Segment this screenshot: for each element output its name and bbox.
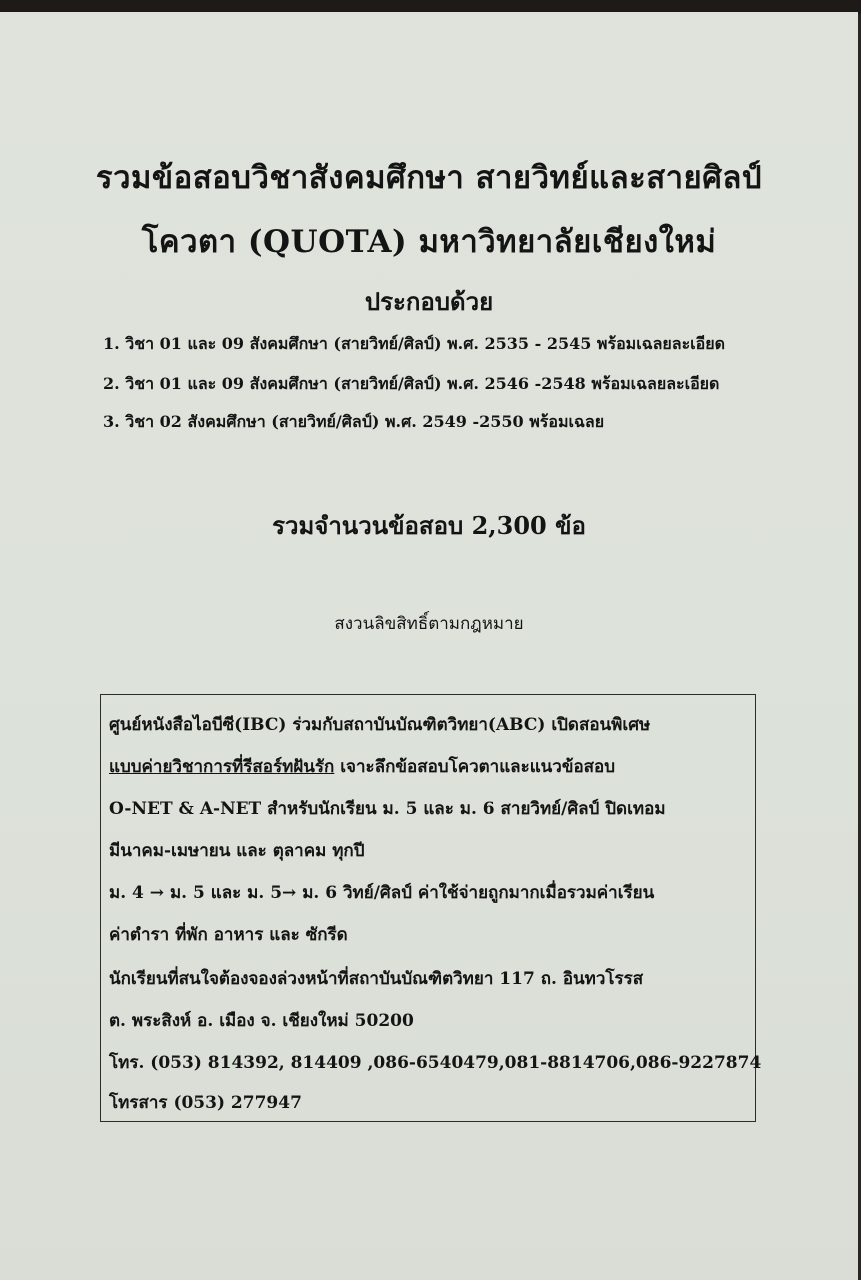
box-line-10: โทรสาร (053) 277947 [109,1093,302,1113]
camp-name: แบบค่ายวิชาการที่รีสอร์ทฝันรัก [109,757,335,777]
copyright-notice: สงวนลิขสิทธิ์ตามกฎหมาย [334,614,524,634]
box-line-3: O-NET & A-NET สำหรับนักเรียน ม. 5 และ ม. 6 สายวิทย์/ศิลป์ ปิดเทอม [109,799,666,819]
box-line-2 [109,753,615,780]
box-line-7: นักเรียนที่สนใจต้องจองล่วงหน้าที่สถาบันบัณฑิตวิทยา 117 ถ. อินทวโรรส [109,969,644,989]
title-line-1: รวมข้อสอบวิชาสังคมศึกษา สายวิทย์และสายศิลป์ [95,160,763,196]
contents-item-3: 3. วิชา 02 สังคมศึกษา (สายวิทย์/ศิลป์) พ.ศ. 2549 -2550 พร้อมเฉลย [103,412,605,431]
advertisement-box [100,694,762,1122]
contents-heading: ประกอบด้วย [364,287,494,316]
title-line-2: โควตา (QUOTA) มหาวิทยาลัยเชียงใหม่ [141,224,717,260]
contents-item-1: 1. วิชา 01 และ 09 สังคมศึกษา (สายวิทย์/ศิลป์) พ.ศ. 2535 - 2545 พร้อมเฉลยละเอียด [103,334,726,353]
box-line-6: ค่าตำรา ที่พัก อาหาร และ ซักรีด [109,925,348,945]
box-line-4: มีนาคม-เมษายน และ ตุลาคม ทุกปี [109,841,365,861]
document-page [0,12,858,1280]
box-line-2-rest: เจาะลึกข้อสอบโควตาและแนวข้อสอบ [334,757,616,777]
box-line-1: ศูนย์หนังสือไอบีซี(IBC) ร่วมกับสถาบันบัณฑิตวิทยา(ABC) เปิดสอนพิเศษ [109,715,651,735]
contents-item-2: 2. วิชา 01 และ 09 สังคมศึกษา (สายวิทย์/ศิลป์) พ.ศ. 2546 -2548 พร้อมเฉลยละเอียด [103,374,720,393]
box-line-9: โทร. (053) 814392, 814409 ,086-6540479,081-8814706,086-9227874 [109,1053,762,1073]
box-line-5: ม. 4 → ม. 5 และ ม. 5→ ม. 6 วิทย์/ศิลป์ ค่าใช้จ่ายถูกมากเมื่อรวมค่าเรียน [109,883,655,903]
box-line-8: ต. พระสิงห์ อ. เมือง จ. เชียงใหม่ 50200 [109,1011,414,1031]
total-questions: รวมจำนวนข้อสอบ 2,300 ข้อ [272,511,586,540]
